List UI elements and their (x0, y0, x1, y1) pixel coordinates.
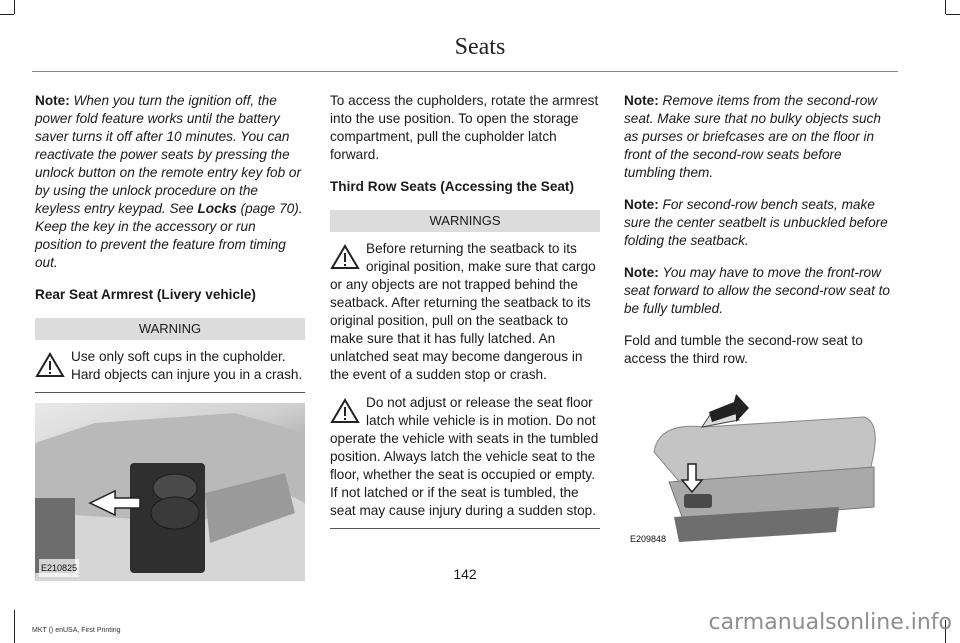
note-text: You may have to move the front-row seat forward to allow the second-row seat to be fully tumbled. (624, 265, 890, 316)
page-reference: (page 70). (240, 201, 303, 216)
crop-mark (14, 0, 15, 14)
seat-tumble-figure (624, 382, 884, 552)
warning-block (330, 240, 600, 384)
note-text: When you turn the ignition off, the power fold feature works until the battery saver turns it off after 10 minutes. You can reactivate the power seats by pressing the unlock button on the remote entry key fob or by using the unlock procedure on the keyless entry keypad. See (35, 93, 301, 216)
note-paragraph (35, 92, 305, 272)
section-heading: Rear Seat Armrest (Livery vehicle) (35, 287, 256, 302)
note-text: For second-row bench seats, make sure the center seatbelt is unbuckled before folding the seatback. (624, 197, 888, 248)
note-label: Note: (35, 93, 70, 108)
warning-rule (330, 528, 600, 529)
warnings-title: WARNINGS (330, 210, 600, 232)
warning-text: Do not adjust or release the seat floor latch while vehicle is in motion. Do not operate the vehicle with seats in the tumbled position. Always latch the vehicle seat to the floor, whether the seat is occupied or empty. If not latched or if the seat is tumbled, the seat may cause injury during a sudden stop. (330, 395, 599, 518)
crop-mark (0, 14, 14, 15)
column-middle (330, 92, 600, 539)
note-paragraph (624, 196, 894, 250)
armrest-illustration (35, 403, 305, 581)
note-paragraph (624, 264, 894, 318)
warning-text: Before returning the seatback to its original position, make sure that cargo or any objects are not trapped behind the seatback. After returning the seatback to its original position, pull on the seatback to make sure that it has fully latched. An unlatched seat may become dangerous in the event of a sudden stop or crash. (330, 241, 596, 382)
warning-triangle-icon (35, 352, 65, 378)
page-title: Seats (454, 34, 506, 60)
paragraph: To access the cupholders, rotate the armrest into the use position. To open the storage compartment, pull the cupholder latch forward. (330, 93, 599, 162)
warning-text: Use only soft cups in the cupholder. Hard objects can injure you in a crash. (71, 349, 303, 382)
warning-triangle-icon (330, 398, 360, 424)
warning-title: WARNING (35, 318, 305, 340)
column-left (35, 92, 305, 581)
watermark: carmanualsonline.info (708, 610, 952, 635)
spacer (330, 384, 600, 394)
note-label: Note: (624, 197, 659, 212)
page-number: 142 (453, 566, 477, 582)
crop-mark (14, 610, 15, 643)
note-text: Remove items from the second-row seat. Make sure that no bulky objects such as purses or briefcases are on the floor in front of the second-row seats before tumbling them. (624, 93, 881, 180)
warning-block (330, 394, 600, 520)
note-label: Note: (624, 265, 659, 280)
header-rule (32, 71, 898, 72)
footer-text: MKT () enUSA, First Printing (32, 627, 121, 634)
armrest-figure (35, 403, 305, 581)
warning-rule (35, 392, 305, 393)
note-paragraph (624, 92, 894, 182)
crop-mark (946, 14, 960, 15)
warning-block (35, 348, 305, 384)
crop-mark (945, 0, 946, 14)
locks-link[interactable]: Locks (197, 201, 237, 216)
figure-code: E209848 (628, 530, 668, 548)
warning-triangle-icon (330, 244, 360, 270)
note-text-tail: Keep the key in the accessory or run position to prevent the feature from timing out. (35, 219, 286, 270)
seat-illustration (624, 382, 884, 552)
figure-code: E210825 (39, 559, 79, 577)
column-right (624, 92, 894, 552)
paragraph: Fold and tumble the second-row seat to access the third row. (624, 333, 863, 366)
note-label: Note: (624, 93, 659, 108)
section-heading: Third Row Seats (Accessing the Seat) (330, 179, 574, 194)
